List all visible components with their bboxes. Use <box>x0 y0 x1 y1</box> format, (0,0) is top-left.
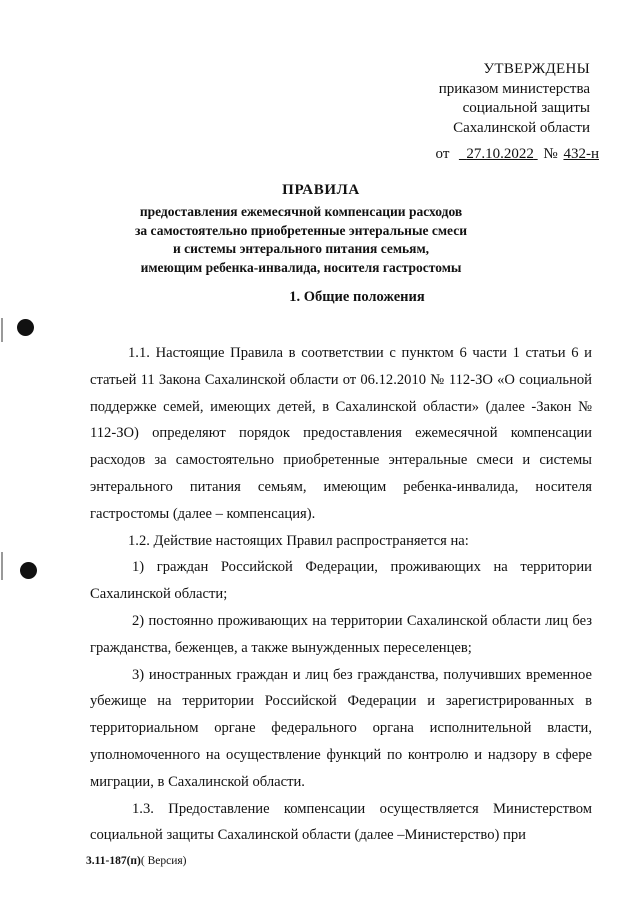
list-item-1: 1) граждан Российской Федерации, проживающих на территории Сахалинской области; <box>90 559 592 603</box>
subtitle-line: предоставления ежемесячной компенсации расходов <box>139 204 463 219</box>
footer-code: 3.11-187(п) <box>86 855 141 867</box>
document-title-block <box>0 182 634 277</box>
scan-edge-mark <box>1 552 3 580</box>
order-date: 27.10.2022 <box>466 146 534 162</box>
section-heading: 1. Общие положения <box>289 289 425 305</box>
paragraph-1-1: 1.1. Настоящие Правила в соответствии с пунктом 6 части 1 статьи 6 и статьей 11 Закона Сахалинской области от 06.12.2010 № 112-ЗО «О социальной поддержке семей, имеющих детей, в Сахалинской области» (далее -Закон № 112-ЗО) определяют порядок предоставления ежемесячной компенсации расходов за самостоятельно приобретенные энтеральные смеси и системы энтерального питания семьям, имеющим ребенка-инвалида, носителя гастростомы (далее – компенсация). <box>90 345 592 522</box>
order-reference <box>436 146 601 163</box>
footer-version: ( Версия) <box>140 855 187 867</box>
order-number: 432-н <box>563 146 599 162</box>
list-item-2: 2) постоянно проживающих на территории Сахалинской области лиц без гражданства, беженцев, а также вынужденных переселенцев; <box>90 612 592 656</box>
list-item-3: 3) иностранных граждан и лиц без гражданства, получивших временное убежище на территории Российской Федерации и зарегистрированных в территориальном органе федерального органа исполнительной власти, уполномоченного на осуществление функций по контролю и надзору в сфере миграции, в Сахалинской области. <box>90 666 592 790</box>
paragraph-1-2: 1.2. Действие настоящих Правил распространяется на: <box>128 532 469 549</box>
order-from-label: от <box>435 146 450 162</box>
subtitle-line: и системы энтерального питания семьям, <box>172 241 430 256</box>
approval-title: УТВЕРЖДЕНЫ <box>483 61 590 77</box>
approval-line: приказом министерства <box>438 80 590 97</box>
paragraph-1-3: 1.3. Предоставление компенсации осуществляется Министерством социальной защиты Сахалинской области (далее –Министерство) при <box>90 800 592 844</box>
scan-edge-mark <box>1 318 3 342</box>
approval-line: Сахалинской области <box>453 119 590 136</box>
document-title: ПРАВИЛА <box>282 182 360 198</box>
subtitle-line: имеющим ребенка-инвалида, носителя гастростомы <box>140 259 462 275</box>
approval-line: социальной защиты <box>462 100 590 116</box>
subtitle-line: за самостоятельно приобретенные энтеральные смеси <box>135 222 467 238</box>
punch-hole-mark <box>17 319 34 336</box>
punch-hole-mark <box>20 562 37 579</box>
order-number-label: № <box>543 146 558 162</box>
page-footer <box>86 855 186 867</box>
document-body <box>90 340 592 849</box>
approval-block <box>439 60 590 138</box>
document-subtitle <box>0 203 634 277</box>
